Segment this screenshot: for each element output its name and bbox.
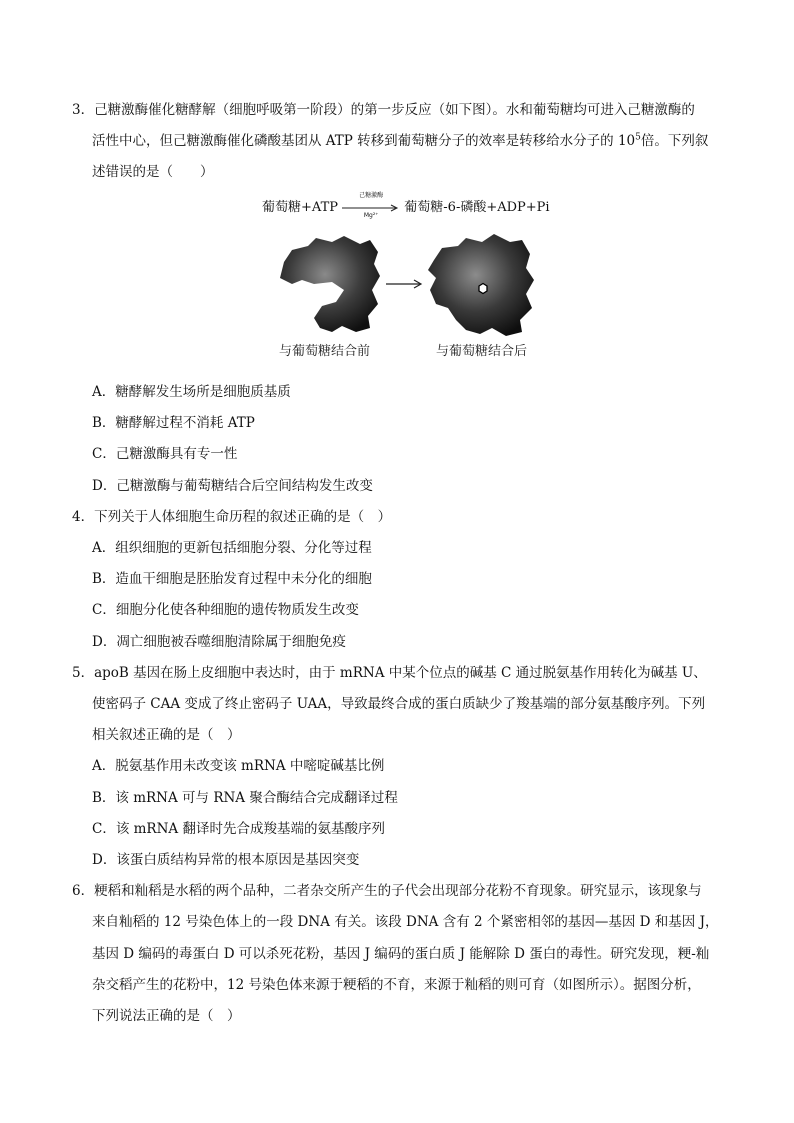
q4-option-c: C．细胞分化使各种细胞的遗传物质发生改变 [92, 602, 359, 618]
q4-option-d: D．凋亡细胞被吞噬细胞清除属于细胞免疫 [92, 634, 346, 650]
q5-stem-line1: 5．apoB 基因在肠上皮细胞中表达时，由于 mRNA 中某个位点的碱基 C 通过脱氨基作用转化为碱基 U、 [72, 665, 707, 681]
q4-stem: 4．下列关于人体细胞生命历程的叙述正确的是（ ） [72, 509, 392, 525]
q5-stem-line3: 相关叙述正确的是（ ） [92, 727, 241, 743]
q3-stem-line3: 述错误的是（ ） [92, 164, 214, 180]
glucose-hexagon-icon [479, 284, 487, 294]
transition-arrow [386, 280, 421, 288]
caption-before-binding: 与葡萄糖结合前 [279, 344, 371, 359]
q5-option-c: C．该 mRNA 翻译时先合成羧基端的氨基酸序列 [92, 821, 385, 837]
arrow-cofactor-label: Mg²⁺ [363, 211, 379, 219]
q3-option-d: D．己糖激酶与葡萄糖结合后空间结构发生改变 [92, 478, 373, 494]
equation-products: 葡萄糖-6-磷酸+ADP+Pi [404, 200, 550, 215]
caption-after-binding: 与葡萄糖结合后 [436, 344, 528, 359]
q4-option-a: A．组织细胞的更新包括细胞分裂、分化等过程 [92, 540, 372, 556]
q5-stem-line2: 使密码子 CAA 变成了终止密码子 UAA，导致最终合成的蛋白质缺少了羧基端的部分氨基酸序列。下列 [92, 696, 706, 712]
q6-stem-line5: 下列说法正确的是（ ） [92, 1008, 241, 1024]
q6-stem-line1: 6．粳稻和籼稻是水稻的两个品种，二者杂交所产生的子代会出现部分花粉不育现象。研究显示，该现象与 [72, 883, 702, 899]
reaction-equation [262, 191, 550, 219]
reaction-arrow [342, 191, 400, 219]
q5-option-b: B．该 mRNA 可与 RNA 聚合酶结合完成翻译过程 [92, 790, 398, 806]
enzyme-figure [270, 232, 540, 340]
q6-stem-line4: 杂交稻产生的花粉中，12 号染色体来源于粳稻的不育，来源于籼稻的则可育（如图所示）。据图分析， [92, 977, 701, 993]
q3-stem-line2: 活性中心，但己糖激酶催化磷酸基团从 ATP 转移到葡萄糖分子的效率是转移给水分子的 $10^5$倍。下列叙 [92, 132, 709, 149]
q3-option-a: A．糖酵解发生场所是细胞质基质 [92, 384, 291, 400]
q3-option-c: C．己糖激酶具有专一性 [92, 446, 238, 462]
q3-option-b: B．糖酵解过程不消耗 ATP [92, 415, 255, 431]
enzyme-before-shape [280, 236, 380, 332]
q4-option-b: B．造血干细胞是胚胎发育过程中未分化的细胞 [92, 571, 372, 587]
q3-stem-line1: 3．己糖激酶催化糖酵解（细胞呼吸第一阶段）的第一步反应（如下图）。水和葡萄糖均可进入己糖激酶的 [72, 102, 695, 118]
equation-reactants: 葡萄糖+ATP [262, 200, 338, 215]
arrow-catalyst-label: 己糖激酶 [359, 191, 384, 199]
q6-stem-line3: 基因 D 编码的毒蛋白 D 可以杀死花粉，基因 J 编码的蛋白质 J 能解除 D 蛋白的毒性。研究发现，粳-籼 [92, 946, 710, 962]
q3-superscript: 5 [635, 132, 641, 143]
q5-option-d: D．该蛋白质结构异常的根本原因是基因突变 [92, 852, 360, 868]
q5-option-a: A．脱氨基作用未改变该 mRNA 中嘧啶碱基比例 [92, 758, 385, 774]
q6-stem-line2: 来自籼稻的 12 号染色体上的一段 DNA 有关。该段 DNA 含有 2 个紧密相邻的基因—基因 D 和基因 J， [92, 914, 719, 930]
